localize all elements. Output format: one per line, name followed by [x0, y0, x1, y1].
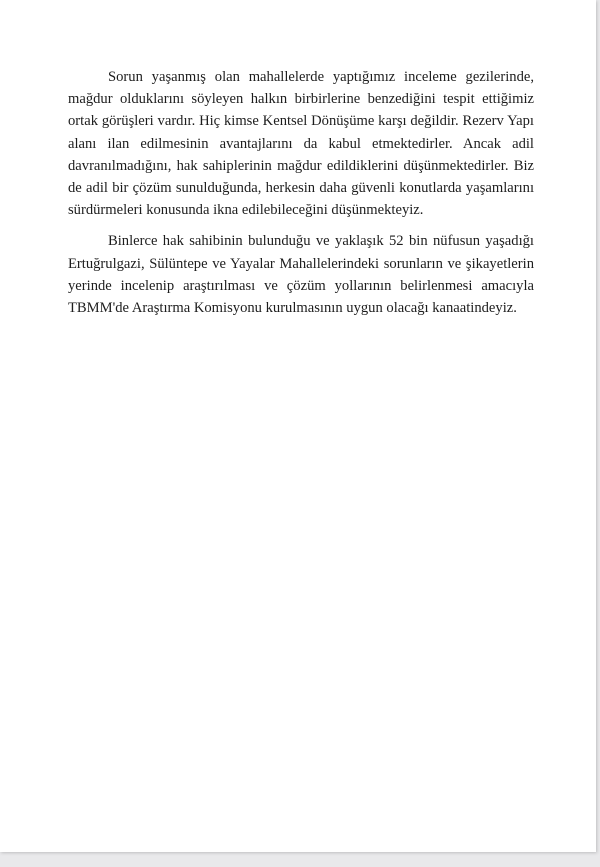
paragraph-1: Sorun yaşanmış olan mahallelerde yaptığımız inceleme gezilerinde, mağdur olduklarını söyleyen halkın birbirlerine benzediğini tespit ettiğimiz ortak görüşleri vardır. Hiç kimse Kentsel Dönüşüme karşı değildir. Rezerv Yapı alanı ilan edilmesinin avantajlarını da kabul etmektedirler. Ancak adil davranılmadığını, hak sahiplerinin mağdur edildiklerini düşünmektedirler. Biz de adil bir çözüm sunulduğunda, herkesin daha güvenli konutlarda yaşamlarını sürdürmeleri konusunda ikna edilebileceğini düşünmekteyiz. — [68, 69, 534, 219]
paragraph-2: Binlerce hak sahibinin bulunduğu ve yaklaşık 52 bin nüfusun yaşadığı Ertuğrulgazi, Sülüntepe ve Yayalar Mahallelerindeki sorunların ve şikayetlerin yerinde incelenip araştırılması ve çözüm yollarının belirlenmesi amacıyla TBMM'de Araştırma Komisyonu kurulmasının uygun olacağı kanaatindeyiz. — [68, 233, 534, 317]
document-body — [68, 66, 534, 328]
